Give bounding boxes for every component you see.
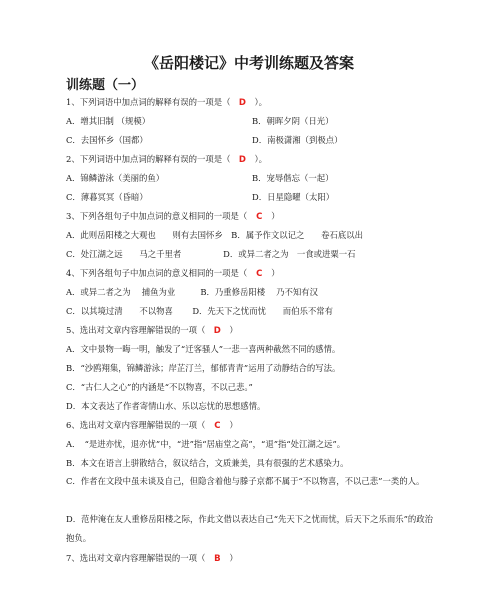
stem-text: 1、下列词语中加点词的解释有误的一项是（: [66, 97, 231, 107]
option: A．增其旧制 （规模）: [66, 116, 151, 126]
question-stem: [66, 97, 267, 108]
answer-mark: C: [256, 269, 263, 279]
option-row: D．本文表达了作者寄情山水、乐以忘忧的思想感情。: [66, 401, 266, 411]
stem-tail: ）: [229, 420, 238, 430]
option-row: [66, 135, 343, 145]
answer-mark: C: [256, 212, 263, 222]
option: B．朝晖夕阴（日光）: [252, 116, 334, 126]
answer-mark: B: [214, 554, 221, 564]
stem-tail: ）: [229, 325, 238, 335]
option-row: C．作者在文段中虽未谈及自己，但隐含着他与滕子京都不属于“不以物喜，不以己悲”一类的人。: [66, 476, 425, 486]
option-row: [66, 192, 335, 202]
section-heading: 训练题（一）: [66, 78, 145, 93]
question-stem: [66, 268, 280, 279]
question-stem: [66, 325, 238, 336]
stem-tail: ）。: [254, 154, 268, 164]
option-row: C．处江湖之远 马之千里者 D．或异二者之为 一食或进粟一石: [66, 249, 356, 259]
question-stem: [66, 211, 280, 222]
answer-mark: D: [213, 326, 221, 336]
option-row: B．本文在语言上骈散结合，叙议结合，文质兼美，具有很强的艺术感染力。: [66, 458, 349, 468]
stem-tail: ）: [271, 268, 280, 278]
stem-tail: ）。: [254, 97, 268, 107]
option-row: B．“沙鸥翔集，锦鳞游泳；岸芷汀兰，郁郁青青”运用了动静结合的写法。: [66, 363, 341, 373]
stem-text: 5、选出对文章内容理解错误的一项（: [66, 325, 206, 335]
option: C．薄暮冥冥（昏暗）: [66, 192, 148, 202]
option-row: A．或异二者之为 捕鱼为业 B．乃重修岳阳楼 乃不知有汉: [66, 287, 319, 297]
question-stem: [66, 553, 238, 564]
answer-mark: D: [238, 98, 246, 108]
answer-mark: D: [238, 155, 246, 165]
question-stem: [66, 154, 267, 165]
stem-text: 6、选出对文章内容理解错误的一项（: [66, 420, 206, 430]
option: A．锦鳞游泳（美丽的鱼）: [66, 173, 165, 183]
option-row: A． “是进亦忧，退亦忧”中，“进”指“居庙堂之高”，“退”指“处江湖之远”。: [66, 439, 346, 449]
option: B．宠辱偕忘（一起）: [252, 173, 334, 183]
option-row: [66, 116, 334, 126]
option-row: A．此则岳阳楼之大观也 则有去国怀乡 B．属予作文以记之 卷石底以出: [66, 230, 363, 240]
option-row: C．“古仁人之心”的内涵是“不以物喜，不以己悲。”: [66, 382, 253, 392]
stem-text: 7、选出对文章内容理解错误的一项（: [66, 553, 206, 563]
option: D．日星隐曜（太阳）: [252, 192, 335, 202]
question-stem: [66, 420, 238, 431]
option-row: [66, 173, 334, 183]
stem-tail: ）: [271, 211, 280, 221]
stem-text: 4、下列各组句子中加点词的意义相同的一项是（: [66, 268, 248, 278]
option-row: A．文中景物一晦一明，触发了“迁客骚人”一悲一喜两种截然不同的感情。: [66, 344, 341, 354]
answer-mark: C: [214, 421, 221, 431]
page-title: 《岳阳楼记》中考训练题及答案: [143, 54, 354, 72]
stem-text: 2、下列词语中加点词的解释有误的一项是（: [66, 154, 231, 164]
stem-text: 3、下列各组句子中加点词的意义相同的一项是（: [66, 211, 248, 221]
option-row: D．范仲淹在友人重修岳阳楼之际，作此文借以表达自己“先天下之忧而忧，后天下之乐而乐”的政治抱负。: [66, 514, 434, 543]
option-row: C．以其境过清 不以物喜 D．先天下之忧而忧 而伯乐不常有: [66, 306, 334, 316]
option: D．南极潇湘（到极点）: [252, 135, 343, 145]
option: C．去国怀乡（国都）: [66, 135, 148, 145]
stem-tail: ）: [229, 553, 238, 563]
